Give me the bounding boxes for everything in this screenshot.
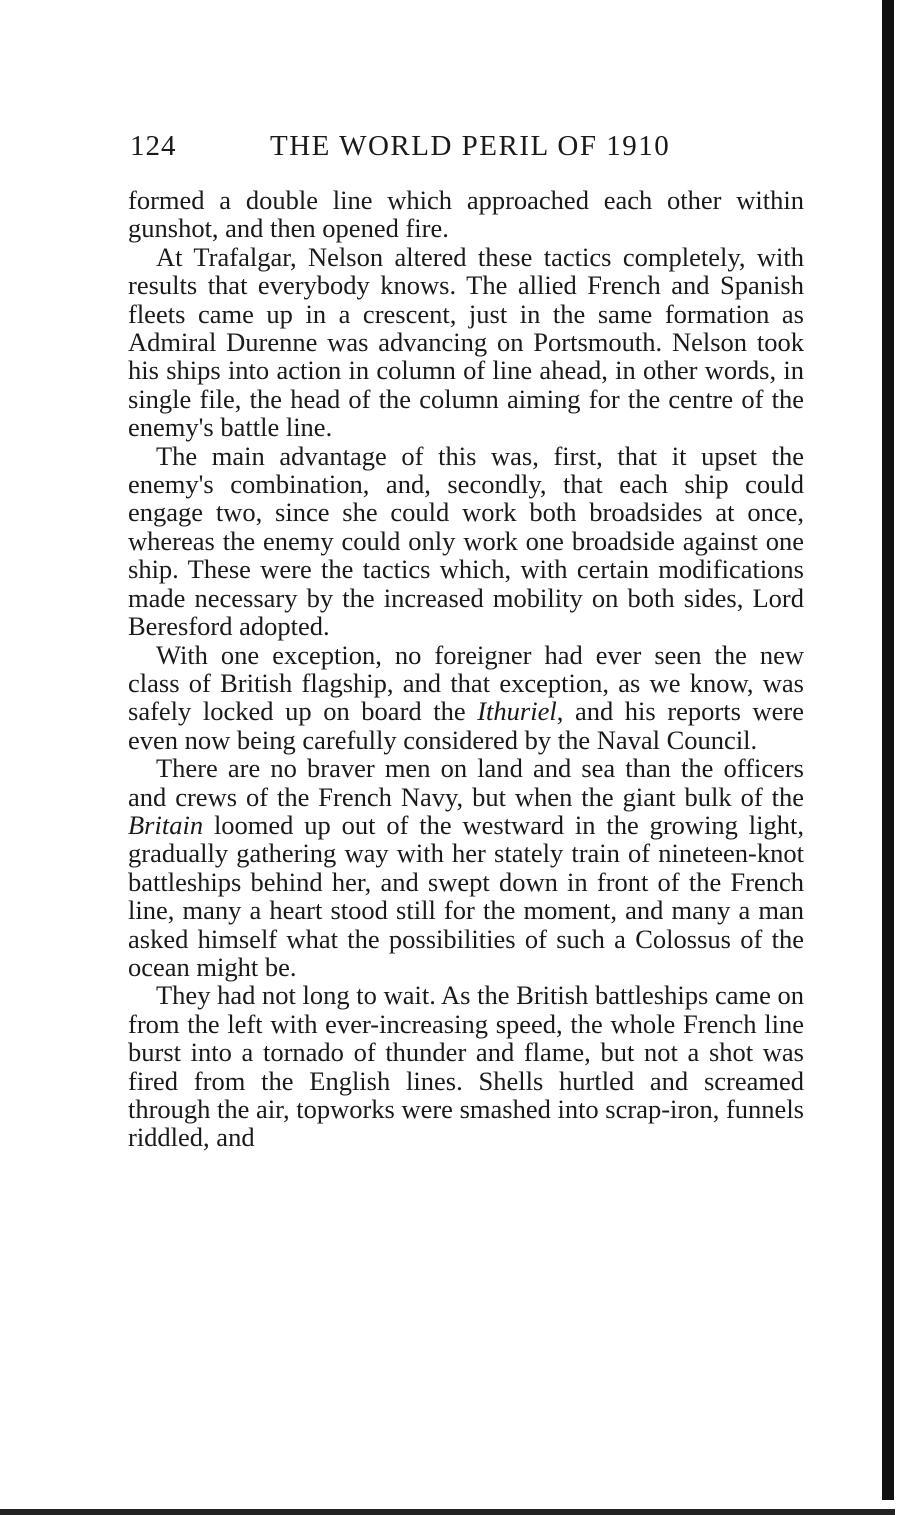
paragraph-text: With one exception, no foreigner had ever seen the new class of British flagship, and that exception, as we know, was safely locked up on board the [128,639,804,727]
paragraph-braver-men [128,754,804,981]
scan-edge-bottom [0,1509,895,1515]
scan-edge-right [882,0,894,1500]
paragraph-main-advantage: The main advantage of this was, first, that it upset the enemy's combination, and, secondly, that each ship could engage two, since she could work both broadsides at once, whereas the enemy could only work one broadside against one ship. These were the tactics which, with certain modifications made necessary by the increased mobility on both sides, Lord Beresford adopted. [128,440,804,642]
paragraph-trafalgar: At Trafalgar, Nelson altered these tactics completely, with results that everybody knows. The allied French and Spanish fleets came up in a crescent, just in the same formation as Admiral Durenne was advancing on Portsmouth. Nelson took his ships into action in column of line ahead, in other words, in single file, the head of the column aiming for the centre of the enemy's battle line. [128,241,804,443]
paragraph-text: , and his reports were even now being carefully considered by the Naval Council. [128,696,804,755]
page-number: 124 [130,130,177,162]
paragraph-not-long-to-wait: They had not long to wait. As the British battleships came on from the left with ever-increasing speed, the whole French line burst into a tornado of thunder and flame, but not a shot was fired from the English lines. Shells hurtled and screamed through the air, topworks were smashed into scrap-iron, funnels riddled, and [128,980,804,1153]
body-text [128,186,804,1152]
running-head [130,130,800,170]
paragraph-text: There are no braver men on land and sea than the officers and crews of the French Navy, but when the giant bulk of the [128,753,804,812]
paragraph-continuation: formed a double line which approached each other within gunshot, and then opened fire. [128,185,804,244]
ship-name-ithuriel: Ithuriel [477,696,557,727]
ship-name-britain: Britain [128,809,204,840]
running-title: THE WORLD PERIL OF 1910 [270,130,671,162]
paragraph-text: loomed up out of the westward in the growing light, gradually gathering way with her stately train of nineteen-knot battleships behind her, and swept down in front of the French line, many a heart stood still for the moment, and many a man asked himself what the possibilities of such a Colossus of the ocean might be. [128,809,804,982]
paragraph-one-exception [128,641,804,755]
